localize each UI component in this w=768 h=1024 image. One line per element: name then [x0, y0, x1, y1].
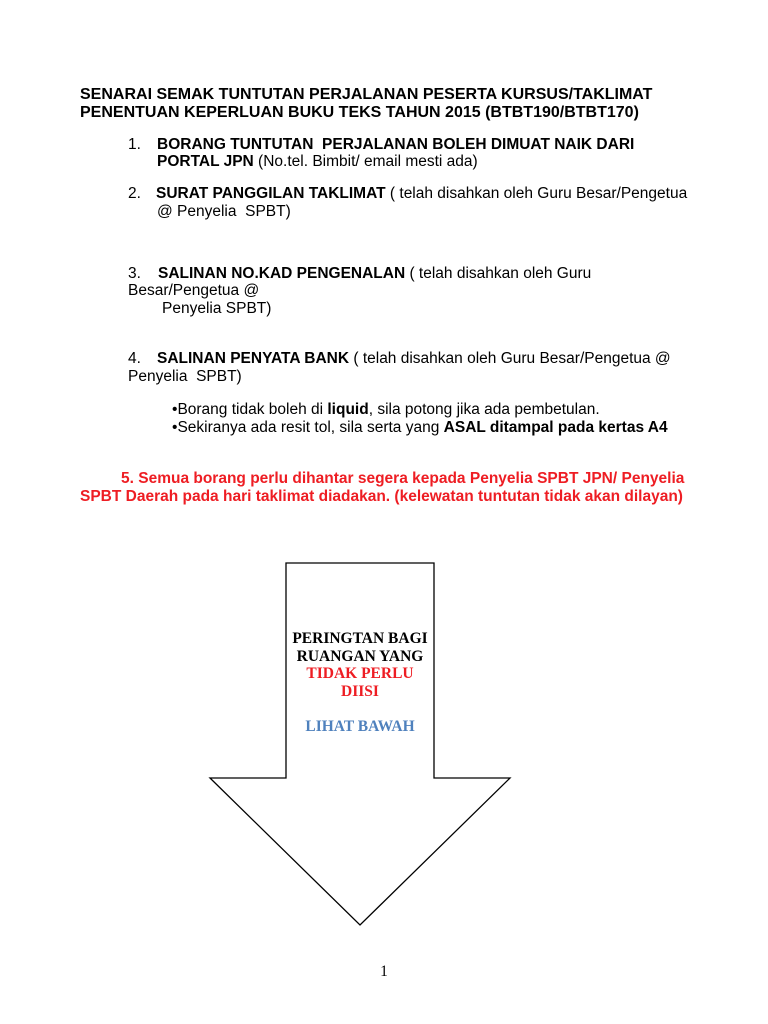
callout-spacer [240, 700, 480, 718]
item-number: 3. [128, 265, 141, 282]
item-remark: ( telah disahkan oleh Guru Besar/Pengetua [385, 185, 688, 202]
item-heading: SALINAN NO.KAD PENGENALAN [158, 265, 406, 282]
callout-line-1: PERINGTAN BAGI [292, 630, 428, 647]
item-remark: (No.tel. Bimbit/ email mesti ada) [253, 153, 478, 170]
note-emphasis: liquid [327, 401, 369, 418]
item-number: 2. [128, 185, 141, 202]
note-text: , sila potong jika ada pembetulan. [368, 401, 600, 418]
note-emphasis: ASAL ditampal pada kertas A4 [443, 419, 668, 436]
item-heading: BORANG TUNTUTAN PERJALANAN BOLEH DIMUAT NAIK DARI [157, 136, 635, 153]
item-remark: @ Penyelia SPBT) [157, 203, 291, 220]
warning-line-2: SPBT Daerah pada hari taklimat diadakan. (kelewatan tuntutan tidak akan dilayan) [80, 488, 683, 505]
item-remark: Penyelia SPBT) [162, 300, 272, 317]
item-remark: ( telah disahkan oleh Guru [405, 265, 592, 282]
note-text: Borang tidak boleh di [177, 401, 328, 418]
title-line-1: SENARAI SEMAK TUNTUTAN PERJALANAN PESERTA KURSUS/TAKLIMAT [80, 86, 653, 103]
item-number: 4. [128, 350, 141, 367]
item-number: 1. [128, 136, 141, 153]
item-remark: Penyelia SPBT) [128, 368, 242, 385]
title-line-2: PENENTUAN KEPERLUAN BUKU TEKS TAHUN 2015 (BTBT190/BTBT170) [80, 104, 639, 121]
callout-see-below: LIHAT BAWAH [305, 717, 415, 735]
item-heading: SALINAN PENYATA BANK [157, 350, 350, 367]
note-text: Sekiranya ada resit tol, sila serta yang [177, 419, 444, 436]
item-heading: SURAT PANGGILAN TAKLIMAT [156, 185, 386, 202]
page-number: 1 [380, 963, 388, 980]
arrow-callout-text [240, 630, 480, 735]
callout-highlight-2: DIISI [341, 682, 379, 700]
down-arrow-outline [210, 563, 510, 925]
warning-line-1: 5. Semua borang perlu dihantar segera kepada Penyelia SPBT JPN/ Penyelia [121, 470, 685, 487]
callout-highlight-1: TIDAK PERLU [306, 665, 414, 682]
item-heading: PORTAL JPN [157, 153, 254, 170]
item-remark: ( telah disahkan oleh Guru Besar/Pengetua @ [349, 350, 671, 367]
callout-line-2: RUANGAN YANG [296, 647, 424, 665]
item-remark: Besar/Pengetua @ [128, 282, 260, 299]
